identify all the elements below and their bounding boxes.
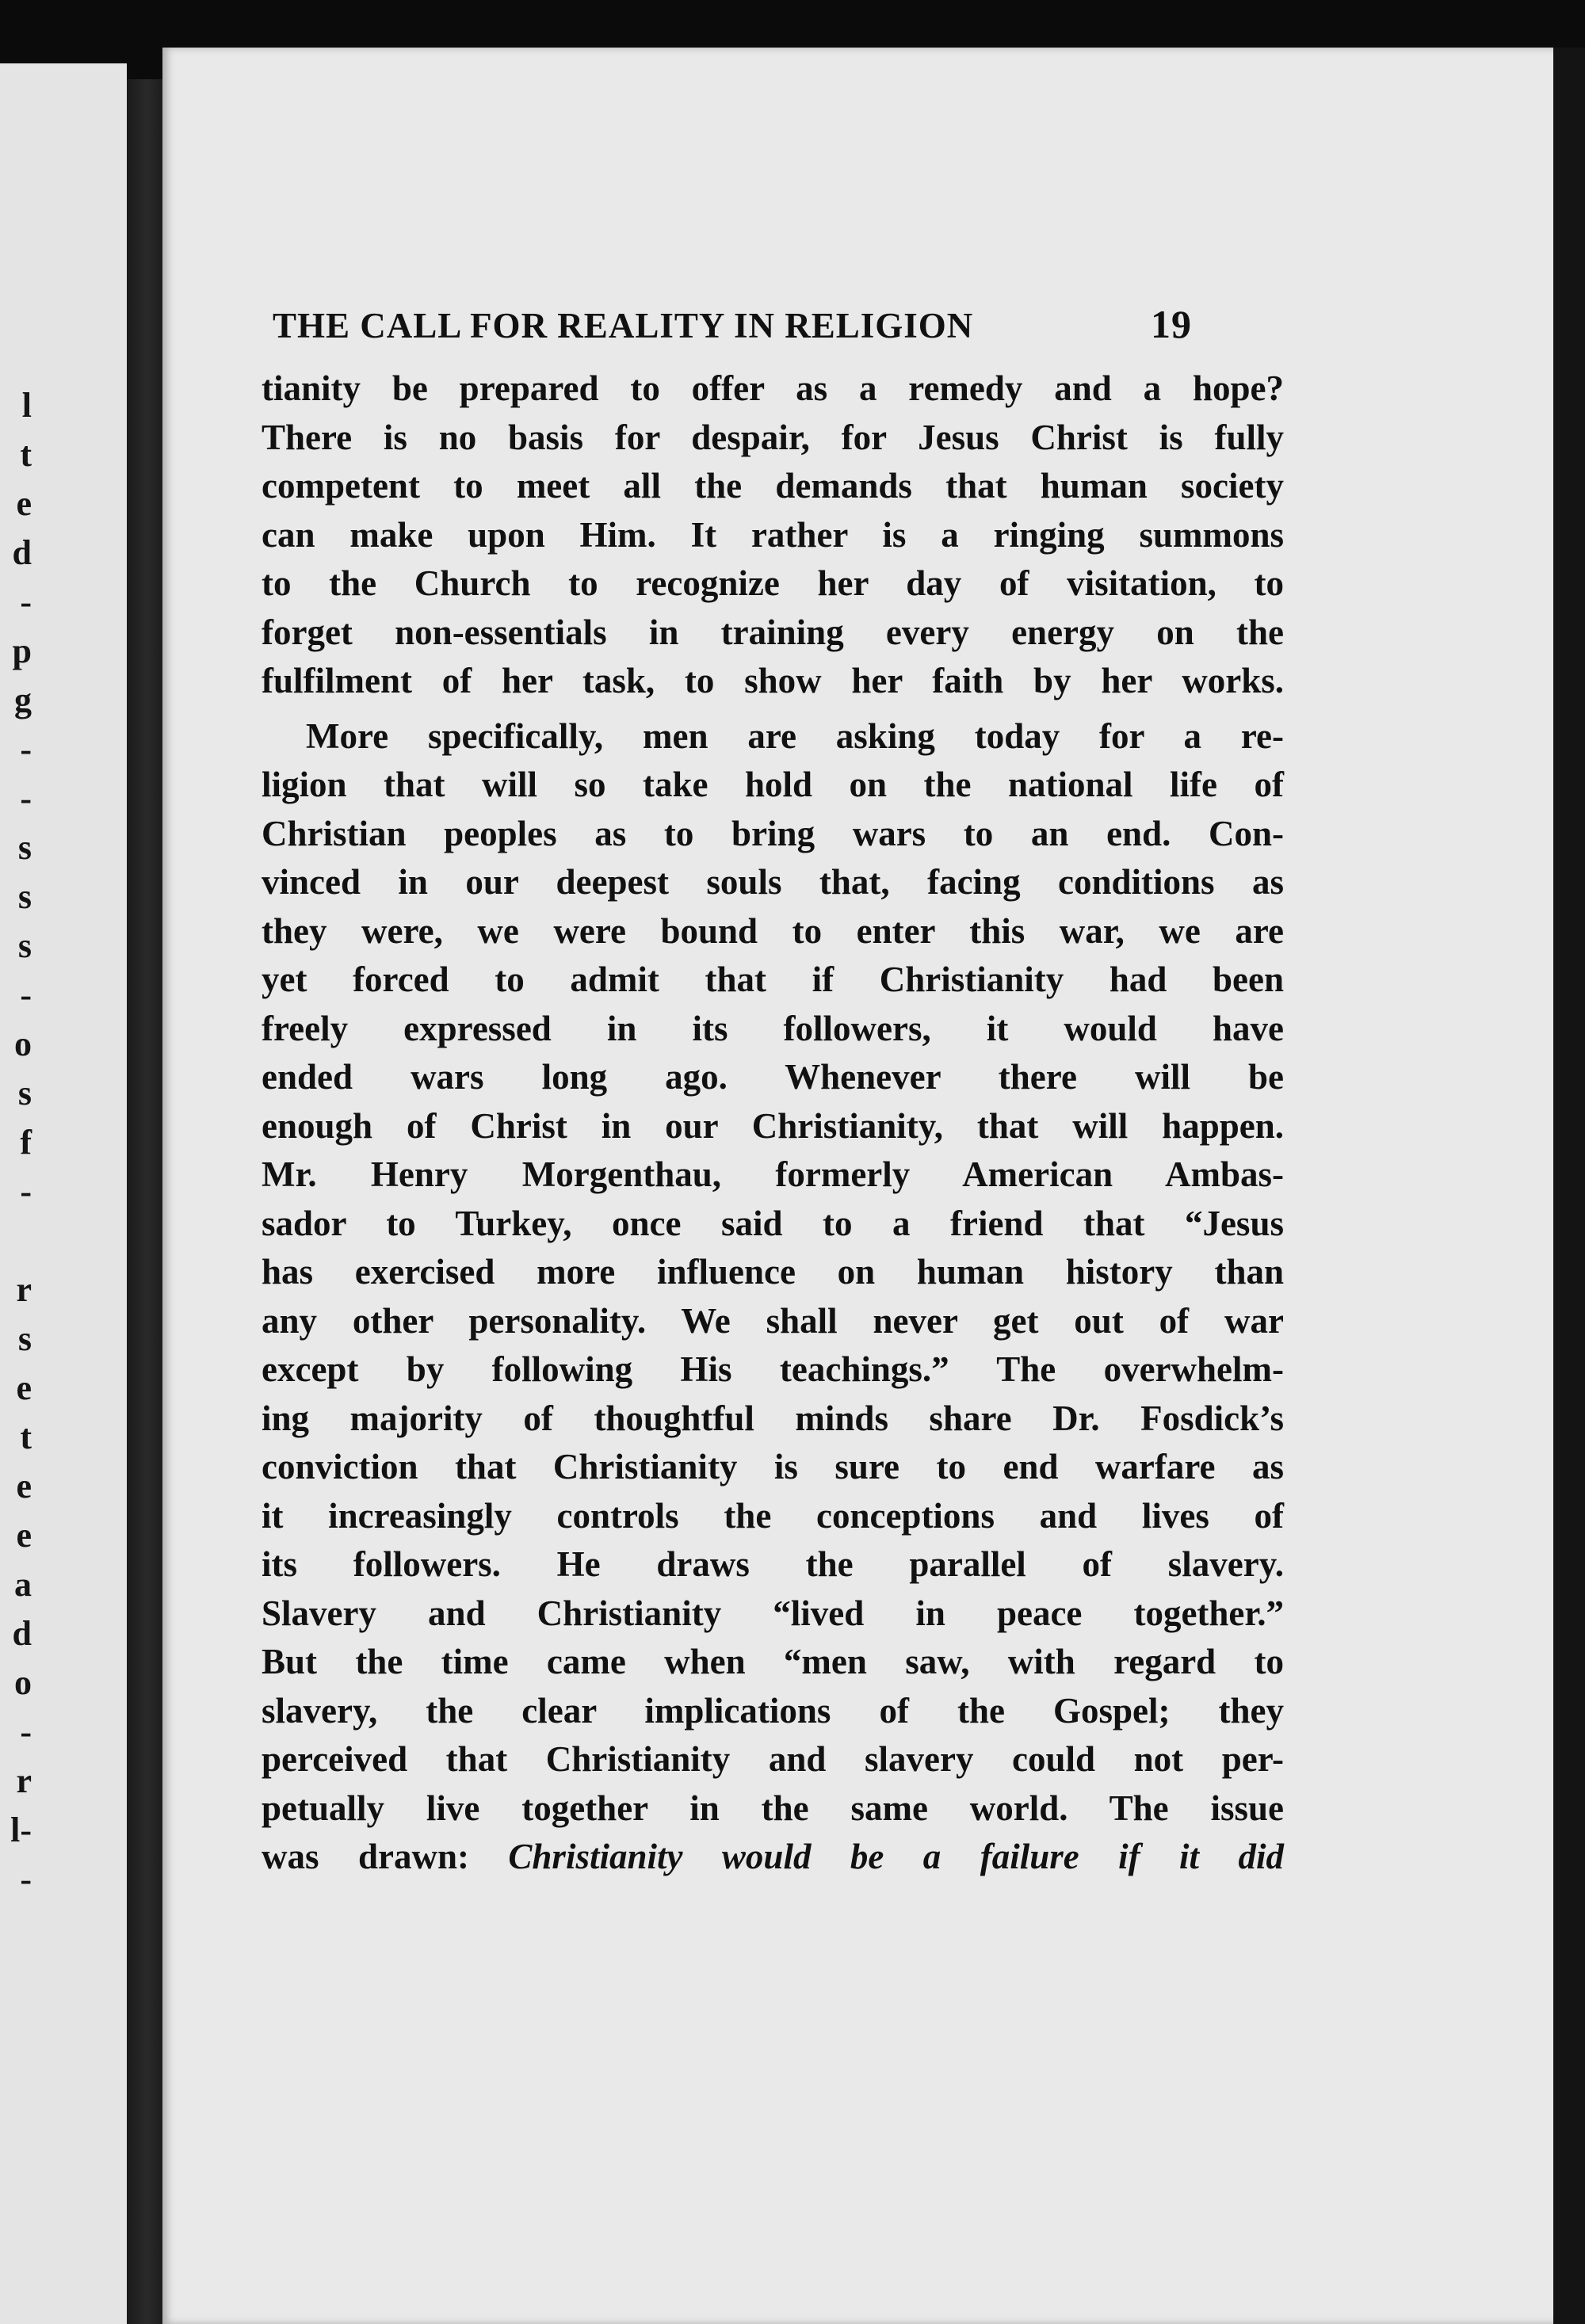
- text-line: to the Church to recognize her day of visitation, to: [262, 563, 1284, 603]
- text-line: tianity be prepared to offer as a remedy and a hope?: [262, 368, 1284, 408]
- facing-page-edge-letter: a: [14, 1565, 32, 1604]
- page-right-edge: [1553, 48, 1585, 2324]
- facing-page-edge-letter: s: [17, 926, 32, 965]
- final-line-prefix: was drawn:: [262, 1837, 469, 1876]
- text-line: ligion that will so take hold on the national life of: [262, 765, 1284, 804]
- text-line: More specifically, men are asking today for a re-: [306, 716, 1284, 756]
- text-line-final: [262, 1833, 1284, 1882]
- facing-page-edge-letter: t: [20, 435, 32, 474]
- emphasized-text: Christianity would be a failure if it did: [508, 1837, 1284, 1876]
- text-line: petually live together in the same world. The issue: [262, 1788, 1284, 1828]
- facing-page-edge-letter: -: [20, 582, 32, 621]
- text-line: fulfilment of her task, to show her faith by her works.: [262, 661, 1284, 700]
- facing-page-edge-letter: d: [12, 533, 32, 572]
- text-line: Slavery and Christianity “lived in peace together.”: [262, 1593, 1284, 1633]
- text-line: vinced in our deepest souls that, facing conditions as: [262, 862, 1284, 902]
- text-line: has exercised more influence on human history than: [262, 1252, 1284, 1292]
- facing-page-edge-letter: r: [16, 1270, 32, 1309]
- facing-page-edge-letter: e: [16, 484, 32, 523]
- facing-page-edge-letter: s: [17, 877, 32, 916]
- page-content: [262, 301, 1292, 1882]
- facing-page-edge-letter: e: [16, 1467, 32, 1505]
- text-line: There is no basis for despair, for Jesus Christ is fully: [262, 417, 1284, 457]
- page-number: 19: [1151, 302, 1192, 346]
- text-line: ended wars long ago. Whenever there will be: [262, 1057, 1284, 1097]
- text-line: its followers. He draws the parallel of slavery.: [262, 1544, 1284, 1584]
- facing-page-edge-letter: g: [14, 681, 32, 719]
- text-line: they were, we were bound to enter this war, we are: [262, 910, 1284, 951]
- facing-page-edge-letter: s: [17, 1074, 32, 1112]
- facing-page-edge-letter: -: [20, 975, 32, 1014]
- text-line: except by following His teachings.” The overwhelm-: [262, 1349, 1284, 1389]
- facing-page-edge-letter: p: [12, 632, 32, 670]
- facing-page-edge-letter: e: [16, 1368, 32, 1407]
- facing-page-edge-letter: e: [16, 1516, 32, 1555]
- running-head: [273, 301, 1192, 349]
- text-line: enough of Christ in our Christianity, that will happen.: [262, 1105, 1284, 1146]
- text-line: conviction that Christianity is sure to end warfare as: [262, 1447, 1284, 1486]
- facing-page-edge-letter: r: [16, 1761, 32, 1800]
- text-line: ing majority of thoughtful minds share Dr. Fosdick’s: [262, 1398, 1284, 1438]
- running-head-title: THE CALL FOR REALITY IN RELIGION: [273, 306, 974, 345]
- paragraph-1: [262, 364, 1284, 706]
- facing-page-edge-letter: l-: [10, 1811, 32, 1849]
- facing-page-edge-letter: -: [20, 1712, 32, 1751]
- facing-page-edge-letter: s: [17, 828, 32, 867]
- facing-page-edge-letter: d: [12, 1614, 32, 1653]
- facing-page-edge-letter: o: [14, 1663, 32, 1702]
- text-line: it increasingly controls the conceptions and lives of: [262, 1495, 1284, 1536]
- text-line: Mr. Henry Morgenthau, formerly American Ambas-: [262, 1154, 1284, 1194]
- facing-page-edge-letter: o: [14, 1025, 32, 1063]
- text-line: perceived that Christianity and slavery could not per-: [262, 1739, 1284, 1779]
- facing-page-left: [0, 63, 127, 2324]
- facing-page-edge-letter: s: [17, 1319, 32, 1358]
- text-line: Christian peoples as to bring wars to an end. Con-: [262, 813, 1284, 853]
- text-line: sador to Turkey, once said to a friend that “Jesus: [262, 1203, 1284, 1243]
- text-line: freely expressed in its followers, it would have: [262, 1008, 1284, 1048]
- text-line: forget non-essentials in training every energy on the: [262, 612, 1284, 652]
- facing-page-edge-letter: f: [20, 1123, 32, 1162]
- text-line: But the time came when “men saw, with regard to: [262, 1642, 1284, 1681]
- text-line: can make upon Him. It rather is a ringing summons: [262, 514, 1284, 555]
- facing-page-edge-letter: -: [20, 779, 32, 818]
- facing-page-edge-letter: -: [20, 1860, 32, 1899]
- facing-page-edge-letter: l: [21, 386, 32, 425]
- text-line: competent to meet all the demands that human society: [262, 466, 1284, 506]
- text-line: yet forced to admit that if Christianity had been: [262, 960, 1284, 999]
- facing-page-edge-letter: -: [20, 730, 32, 769]
- text-line: any other personality. We shall never get out of war: [262, 1300, 1284, 1341]
- facing-page-edge-letter: -: [20, 1172, 32, 1211]
- paragraph-2: [262, 712, 1284, 1882]
- text-line: slavery, the clear implications of the Gospel; they: [262, 1690, 1284, 1731]
- facing-page-edge-letter: t: [20, 1418, 32, 1456]
